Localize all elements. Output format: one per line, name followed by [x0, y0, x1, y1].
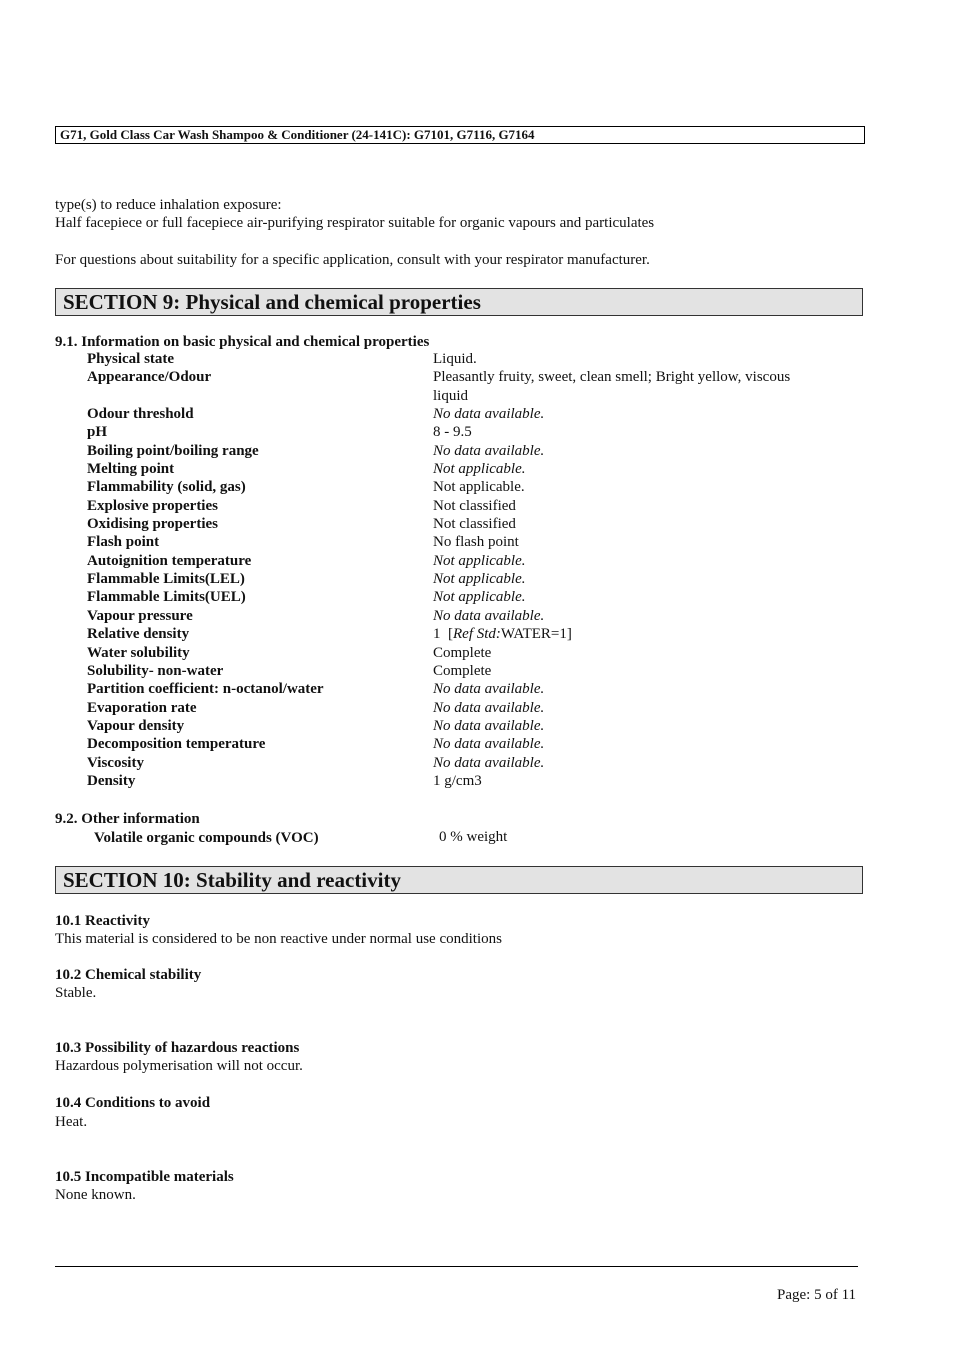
property-label: Appearance/Odour [87, 369, 212, 386]
property-row [87, 552, 847, 570]
property-label: Oxidising properties [87, 516, 218, 533]
property-row [87, 478, 847, 496]
property-label: Vapour density [87, 717, 185, 734]
property-value [433, 368, 833, 405]
property-label: Water solubility [87, 644, 190, 661]
property-value [433, 607, 833, 625]
property-label: Physical state [87, 351, 175, 367]
property-value [433, 533, 833, 551]
property-label: Viscosity [87, 754, 144, 771]
voc-value: 0 % weight [439, 829, 508, 845]
property-label: Flash point [87, 534, 160, 551]
chemical-stability-heading: 10.2 Chemical stability [55, 967, 202, 983]
property-value-text: No data available. [433, 607, 545, 624]
property-row [87, 533, 847, 551]
property-label: pH [87, 424, 108, 441]
property-label: Autoignition temperature [87, 552, 252, 569]
property-label: Vapour pressure [87, 607, 193, 624]
property-label: Flammability (solid, gas) [87, 479, 246, 496]
property-row [87, 607, 847, 625]
property-row [87, 662, 847, 680]
property-value [433, 515, 833, 533]
property-value-text: No data available. [433, 717, 545, 734]
property-value-text: Not classified [433, 497, 516, 514]
properties-table [87, 350, 847, 790]
property-value [433, 423, 833, 441]
property-row [87, 350, 847, 368]
property-value-text: No data available. [433, 442, 545, 459]
property-row [87, 644, 847, 662]
voc-label: Volatile organic compounds (VOC) [94, 830, 319, 846]
property-label: Density [87, 772, 136, 789]
property-value [433, 625, 833, 643]
property-value [433, 442, 833, 460]
chemical-stability-text: Stable. [55, 985, 97, 1001]
property-row [87, 405, 847, 423]
property-row [87, 570, 847, 588]
property-value [433, 588, 833, 606]
property-value-text-continued: liquid [433, 387, 469, 404]
property-value-suffix: WATER=1] [500, 626, 572, 643]
property-value-text: 8 - 9.5 [433, 424, 472, 441]
property-value [433, 350, 833, 368]
property-label: Boiling point/boiling range [87, 442, 259, 459]
property-value-text: No data available. [433, 699, 545, 716]
property-row [87, 717, 847, 735]
property-value-text: Complete [433, 644, 492, 661]
conditions-to-avoid-heading: 10.4 Conditions to avoid [55, 1095, 211, 1111]
property-row [87, 699, 847, 717]
property-value-text: Not applicable. [433, 589, 526, 606]
property-value-text: Liquid. [433, 351, 477, 367]
incompatible-materials-text: None known. [55, 1187, 136, 1203]
property-label: Melting point [87, 461, 175, 478]
property-label: Relative density [87, 626, 190, 643]
footer-divider [55, 1266, 858, 1267]
property-value-text: 1 g/cm3 [433, 772, 482, 789]
hazardous-reactions-text: Hazardous polymerisation will not occur. [55, 1058, 303, 1074]
property-value [433, 717, 833, 735]
property-value-text: No data available. [433, 754, 545, 771]
property-label: Flammable Limits(LEL) [87, 571, 245, 588]
property-label: Partition coefficient: n-octanol/water [87, 681, 324, 698]
property-row [87, 735, 847, 753]
property-value-ref: Ref Std: [453, 626, 501, 643]
subsection-9-1-title: 9.1. Information on basic physical and chemical properties [55, 334, 430, 350]
reactivity-heading: 10.1 Reactivity [55, 913, 150, 929]
section-9-title: SECTION 9: Physical and chemical properties [55, 288, 863, 316]
property-value-text: Not applicable. [433, 461, 526, 478]
property-row [87, 460, 847, 478]
property-row [87, 442, 847, 460]
document-header: G71, Gold Class Car Wash Shampoo & Conditioner (24-141C): G7101, G7116, G7164 [55, 126, 865, 144]
reactivity-text: This material is considered to be non reactive under normal use conditions [55, 931, 502, 947]
property-value-prefix: 1 [ [433, 626, 453, 643]
property-value [433, 644, 833, 662]
page-number: Page: 5 of 11 [777, 1287, 857, 1303]
property-value-text: Not applicable. [433, 571, 526, 588]
property-value [433, 772, 833, 790]
property-label: Evaporation rate [87, 699, 197, 716]
section-10-title: SECTION 10: Stability and reactivity [55, 866, 863, 894]
intro-line-1: type(s) to reduce inhalation exposure: [55, 197, 282, 213]
incompatible-materials-heading: 10.5 Incompatible materials [55, 1169, 234, 1185]
property-row [87, 588, 847, 606]
property-row [87, 625, 847, 643]
hazardous-reactions-heading: 10.3 Possibility of hazardous reactions [55, 1040, 300, 1056]
property-row [87, 368, 847, 405]
property-label: Flammable Limits(UEL) [87, 589, 246, 606]
property-value [433, 552, 833, 570]
property-row [87, 772, 847, 790]
property-value [433, 405, 833, 423]
property-value-text: No data available. [433, 681, 545, 698]
property-label: Decomposition temperature [87, 736, 266, 753]
conditions-to-avoid-text: Heat. [55, 1114, 88, 1130]
property-value [433, 460, 833, 478]
property-row [87, 497, 847, 515]
property-value-text: No flash point [433, 534, 519, 551]
property-label: Solubility- non-water [87, 662, 224, 679]
property-value-text: Pleasantly fruity, sweet, clean smell; Bright yellow, viscous [433, 369, 791, 386]
property-label: Explosive properties [87, 497, 218, 514]
property-value [433, 662, 833, 680]
property-value-text: No data available. [433, 736, 545, 753]
property-value-text: Not classified [433, 516, 516, 533]
property-value [433, 570, 833, 588]
property-value-text: Complete [433, 662, 492, 679]
property-value [433, 478, 833, 496]
property-value [433, 497, 833, 515]
intro-line-3: For questions about suitability for a specific application, consult with your respirator manufacturer. [55, 252, 650, 268]
property-value [433, 754, 833, 772]
property-label: Odour threshold [87, 406, 194, 423]
subsection-9-2-title: 9.2. Other information [55, 811, 200, 827]
property-row [87, 680, 847, 698]
property-value-text: Not applicable. [433, 552, 526, 569]
property-value [433, 699, 833, 717]
property-value-text: Not applicable. [433, 479, 525, 496]
intro-line-2: Half facepiece or full facepiece air-purifying respirator suitable for organic vapours and particulates [55, 215, 655, 231]
property-value [433, 735, 833, 753]
property-row [87, 423, 847, 441]
property-row [87, 754, 847, 772]
property-value [433, 680, 833, 698]
property-value-text: No data available. [433, 406, 545, 423]
property-row [87, 515, 847, 533]
